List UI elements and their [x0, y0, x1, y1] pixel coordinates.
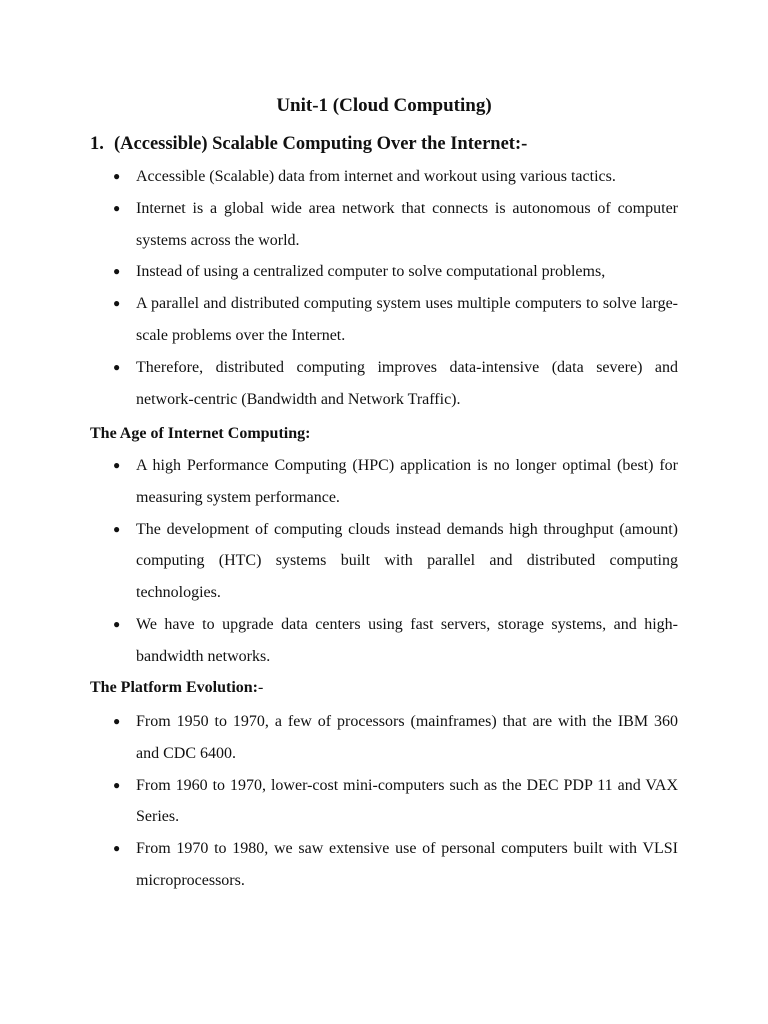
- list-item-text: We have to upgrade data centers using fast servers, storage systems, and high-bandwidth networks.: [136, 615, 678, 665]
- platform-heading-text: The Platform Evolution:: [90, 679, 258, 696]
- section-heading: [90, 131, 527, 157]
- list-item: [0, 256, 768, 288]
- list-item-text: A parallel and distributed computing system uses multiple computers to solve large-scale problems over the Internet.: [136, 295, 678, 344]
- document-title: Unit-1 (Cloud Computing): [276, 95, 492, 116]
- bullet-icon: ●: [113, 458, 121, 472]
- bullet-icon: ●: [113, 264, 121, 279]
- platform-bullet-list: [0, 706, 768, 897]
- age-of-internet-heading: The Age of Internet Computing:: [90, 425, 311, 442]
- list-item: [0, 288, 768, 352]
- section-heading-text: (Accessible) Scalable Computing Over the Internet:-: [114, 134, 528, 154]
- list-item: [0, 833, 768, 897]
- list-item-text: From 1960 to 1970, lower-cost mini-computers such as the DEC PDP 11 and VAX Series.: [136, 776, 678, 826]
- list-item-text: Accessible (Scalable) data from internet and workout using various tactics.: [136, 168, 616, 185]
- bullet-icon: ●: [113, 841, 121, 856]
- list-item: [0, 450, 768, 514]
- list-item: [0, 352, 768, 416]
- list-item: [0, 193, 768, 257]
- section-number: 1.: [90, 134, 104, 154]
- bullet-icon: ●: [113, 616, 121, 631]
- bullet-icon: ●: [113, 296, 121, 311]
- list-item: [0, 161, 768, 193]
- bullet-icon: ●: [113, 359, 121, 374]
- bullet-icon: ●: [113, 714, 121, 728]
- list-item-text: Therefore, distributed computing improves data-intensive (data severe) and network-centric (Bandwidth and Network Traffic).: [136, 358, 678, 408]
- list-item: [0, 706, 768, 770]
- platform-heading-suffix: -: [258, 679, 264, 696]
- bullet-icon: ●: [113, 169, 121, 183]
- intro-bullet-list: [0, 161, 768, 415]
- platform-evolution-heading: [90, 677, 263, 699]
- bullet-icon: ●: [113, 200, 121, 215]
- list-item-text: Instead of using a centralized computer to solve computational problems,: [136, 263, 606, 281]
- list-item-text: From 1970 to 1980, we saw extensive use of personal computers built with VLSI microprocessors.: [136, 840, 678, 889]
- bullet-icon: ●: [113, 521, 121, 536]
- list-item: [0, 609, 768, 673]
- list-item: [0, 770, 768, 834]
- list-item-text: From 1950 to 1970, a few of processors (mainframes) that are with the IBM 360 and CDC 6400.: [136, 713, 678, 762]
- list-item: [0, 514, 768, 609]
- bullet-icon: ●: [113, 777, 121, 792]
- age-bullet-list: [0, 450, 768, 673]
- list-item-text: The development of computing clouds instead demands high throughput (amount) computing (HTC) systems built with parallel and distributed computing technologies.: [136, 520, 678, 602]
- list-item-text: A high Performance Computing (HPC) application is no longer optimal (best) for measuring system performance.: [136, 457, 678, 506]
- list-item-text: Internet is a global wide area network that connects is autonomous of computer systems across the world.: [136, 199, 678, 249]
